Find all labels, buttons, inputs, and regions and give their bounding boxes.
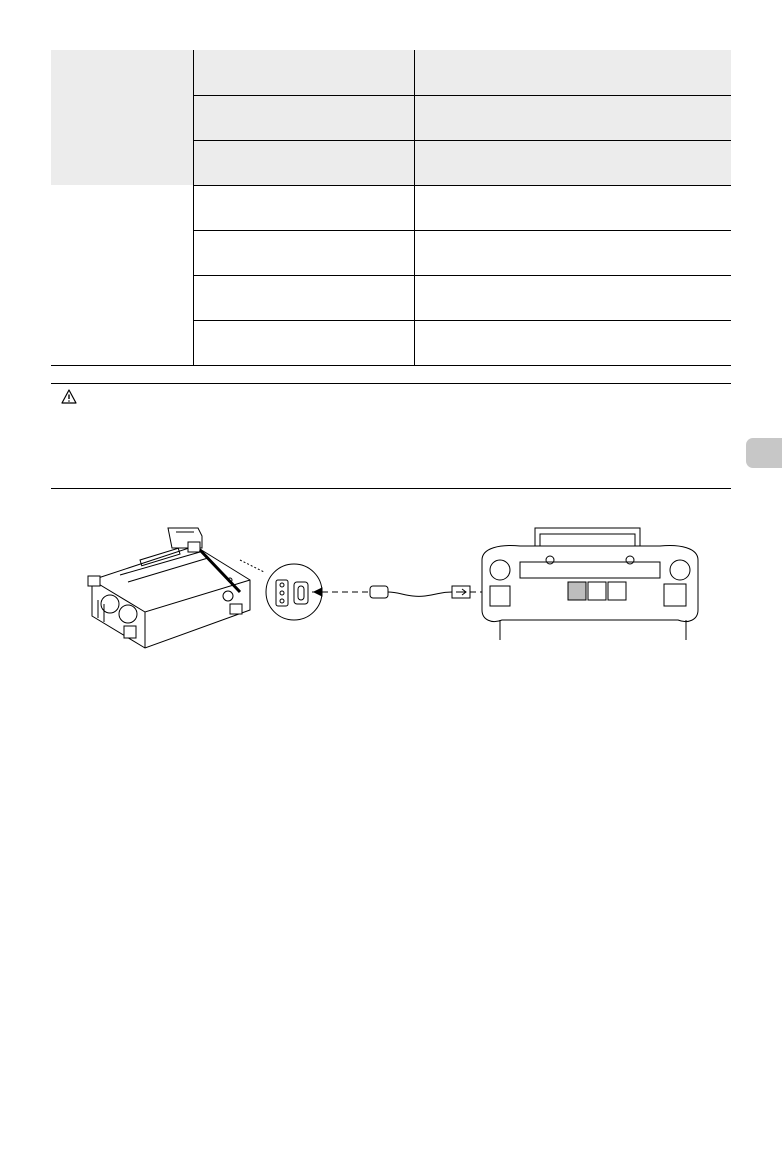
table-cell — [193, 50, 414, 95]
group-label — [51, 50, 193, 185]
remote-controller — [482, 528, 698, 640]
table-cell — [414, 230, 731, 275]
table-cell — [193, 185, 414, 230]
notice-bottom-rule — [51, 488, 731, 489]
notice-text — [88, 390, 718, 480]
table-cell — [414, 185, 731, 230]
page-edge-tab — [746, 438, 782, 468]
device-unit — [88, 528, 264, 648]
table-cell — [193, 95, 414, 140]
table-cell — [414, 50, 731, 95]
table-cell — [193, 320, 414, 365]
table-cell — [414, 275, 731, 320]
table-cell — [193, 230, 414, 275]
table-cell — [414, 95, 731, 140]
spec-table — [51, 50, 731, 366]
connection-illustration — [80, 520, 720, 660]
group-label — [51, 185, 193, 365]
table-cell — [414, 140, 731, 185]
warning-triangle-icon — [61, 389, 77, 404]
table-cell — [414, 320, 731, 365]
notice-top-rule — [51, 383, 731, 384]
table-cell — [193, 275, 414, 320]
table-cell — [193, 140, 414, 185]
